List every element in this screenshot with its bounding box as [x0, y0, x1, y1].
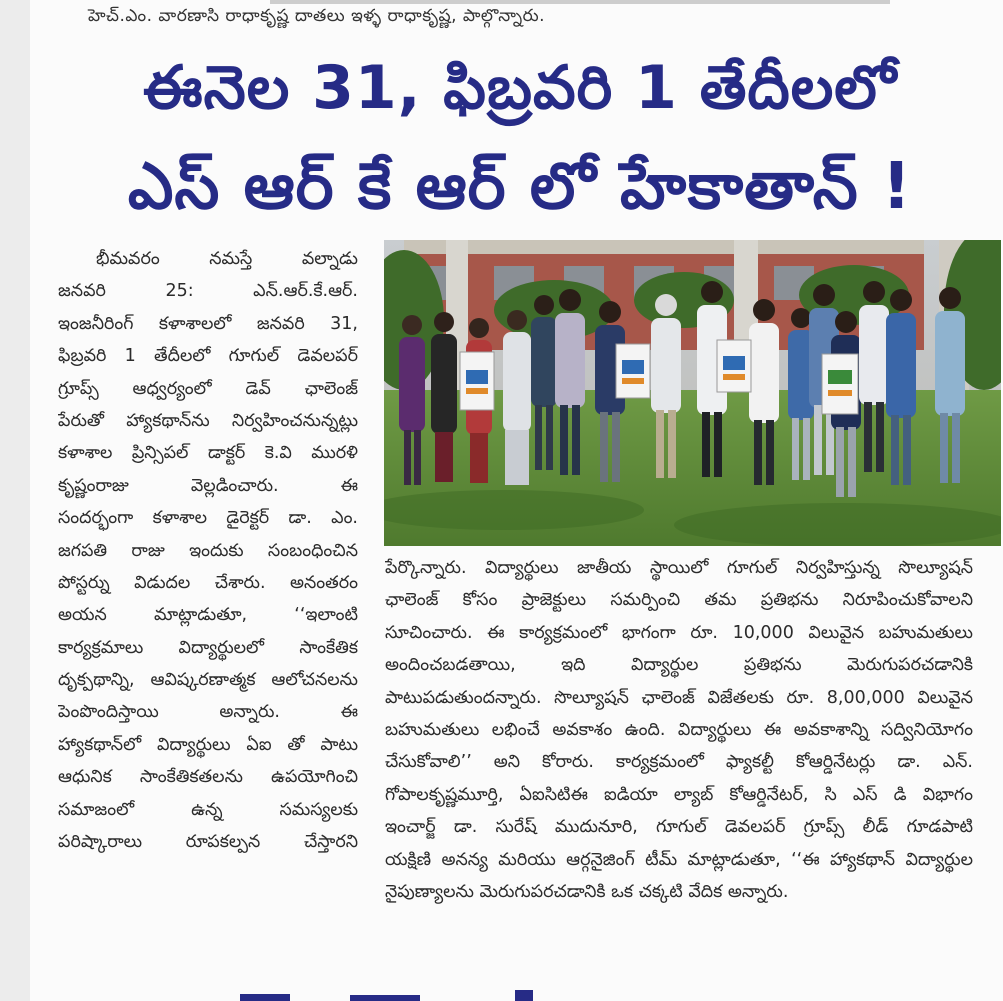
left-text-line: పెంపొందిస్తాయి అన్నారు. ఈ [58, 702, 358, 723]
right-text-line: యక్షిణి అనన్య మరియు ఆర్గనైజింగ్ టీమ్ మాట్లాడుతూ, ‘‘ఈ హ్యాకథాన్ విద్యార్థుల [385, 849, 973, 870]
left-text-line: అయన మాట్లాడుతూ, ‘‘ఇలాంటి [58, 605, 358, 626]
next-headline-fragment [230, 990, 550, 1001]
right-text-line: పేర్కొన్నారు. విద్యార్థులు జాతీయ స్థాయిలో గూగుల్ నిర్వహిస్తున్న సొల్యూషన్ [385, 558, 973, 578]
left-text-line: భీమవరం నమస్తే వల్నాడు [96, 249, 358, 269]
left-text-line: ఇంజనీరింగ్ కళాశాలలో జనవరి 31, [58, 313, 358, 334]
news-photo [384, 240, 1001, 546]
left-text-line: పరిష్కారాలు రూపకల్పన చేస్తారని [58, 832, 358, 853]
right-text-line: బహుమతులు లభించే అవకాశం ఉంది. విద్యార్థులు ఈ అవకాశాన్ని సద్వినియోగం [385, 719, 973, 740]
right-text-line: సూచించారు. ఈ కార్యక్రమంలో భాగంగా రూ. 10,000 విలువైన బహుమతులు [385, 622, 973, 643]
headline-line-2: ఎస్ ఆర్ కే ఆర్ లో హేకాతాన్ ! [127, 150, 913, 224]
left-text-line: పోస్టర్ను విడుదల చేశారు. అనంతరం [58, 572, 358, 593]
left-text-line: దృక్పథాన్ని, ఆవిష్కరణాత్మక ఆలోచనలను [58, 670, 358, 691]
page-margin [0, 0, 30, 1001]
left-text-line: సందర్భంగా కళాశాల డైరెక్టర్ డా. ఎం. [58, 508, 358, 529]
top-strip [270, 0, 890, 4]
right-text-line: అందించబడతాయి, ఇది విద్యార్థుల ప్రతిభను మెరుగుపరచడానికి [385, 655, 973, 676]
group-photo-icon [384, 240, 1001, 546]
right-text-line: పాటుపడుతుందన్నారు. సొల్యూషన్ ఛాలెంజ్ విజేతలకు రూ. 8,00,000 విలువైన [385, 687, 973, 708]
right-text-line: చేసుకోవాలి’’ అని కోరారు. కార్యక్రమంలో ఫ్యాకల్టీ కోఆర్డినేటర్లు డా. ఎన్. [385, 752, 973, 773]
left-text-line: ఫిబ్రవరి 1 తేదీలలో గూగుల్ డెవలపర్ [58, 346, 358, 367]
left-text-line: ఆధునిక సాంకేతికతలను ఉపయోగించి [58, 767, 358, 788]
left-text-line: పేరుతో హ్యాకథాన్‌ను నిర్వహించనున్నట్లు [58, 410, 358, 431]
right-text-line: ఛాలెంజ్ కోసం ప్రాజెక్టులు సమర్పించి తమ ప్రతిభను నిరూపించుకోవాలని [385, 590, 973, 611]
headline-line-1: ఈనెల 31, ఫిబ్రవరి 1 తేదీలలో [142, 53, 898, 123]
left-text-line: జనవరి 25: ఎన్.ఆర్.కే.ఆర్. [58, 281, 358, 302]
right-text-line: ఇంచార్జ్ డా. సురేష్ ముదునూరి, గూగుల్ డెవలపర్ గ్రూప్స్ లీడ్ గూడపాటి [385, 817, 973, 838]
left-text-line: కళాశాల ప్రిన్సిపల్ డాక్టర్ కె.వి మురళి [58, 443, 358, 464]
left-text-line: హ్యాకథాన్‌లో విద్యార్థులు ఏఐ తో పాటు [58, 734, 358, 755]
left-text-line: గ్రూప్స్ ఆధ్వర్యంలో డెవ్ ఛాలెంజ్ [58, 378, 358, 399]
article-column-left [58, 243, 358, 858]
left-text-line: జగపతి రాజు ఇందుకు సంబంధించిన [58, 540, 358, 561]
left-text-line: సమాజంలో ఉన్న సమస్యలకు [58, 799, 358, 820]
right-text-line: గోపాలకృష్ణమూర్తి, ఏఐసిటిఈ ఐడియా ల్యాబ్ కోఆర్డినేటర్, సి ఎస్ డి విభాగం [385, 784, 973, 805]
article-column-right [385, 552, 973, 908]
right-text-line: నైపుణ్యాలను మెరుగుపరచడానికి ఒక చక్కటి వేదిక అన్నారు. [385, 881, 789, 902]
left-text-line: కార్యక్రమాలు విద్యార్థులలో సాంకేతిక [58, 637, 358, 658]
byline: హెచ్.ఎం. వారణాసి రాధాకృష్ణ దాతలు ఇళ్ళ రాధాకృష్ణ, పాల్గొన్నారు. [88, 6, 545, 26]
left-text-line: కృష్ణంరాజు వెల్లడించారు. ఈ [58, 475, 358, 496]
